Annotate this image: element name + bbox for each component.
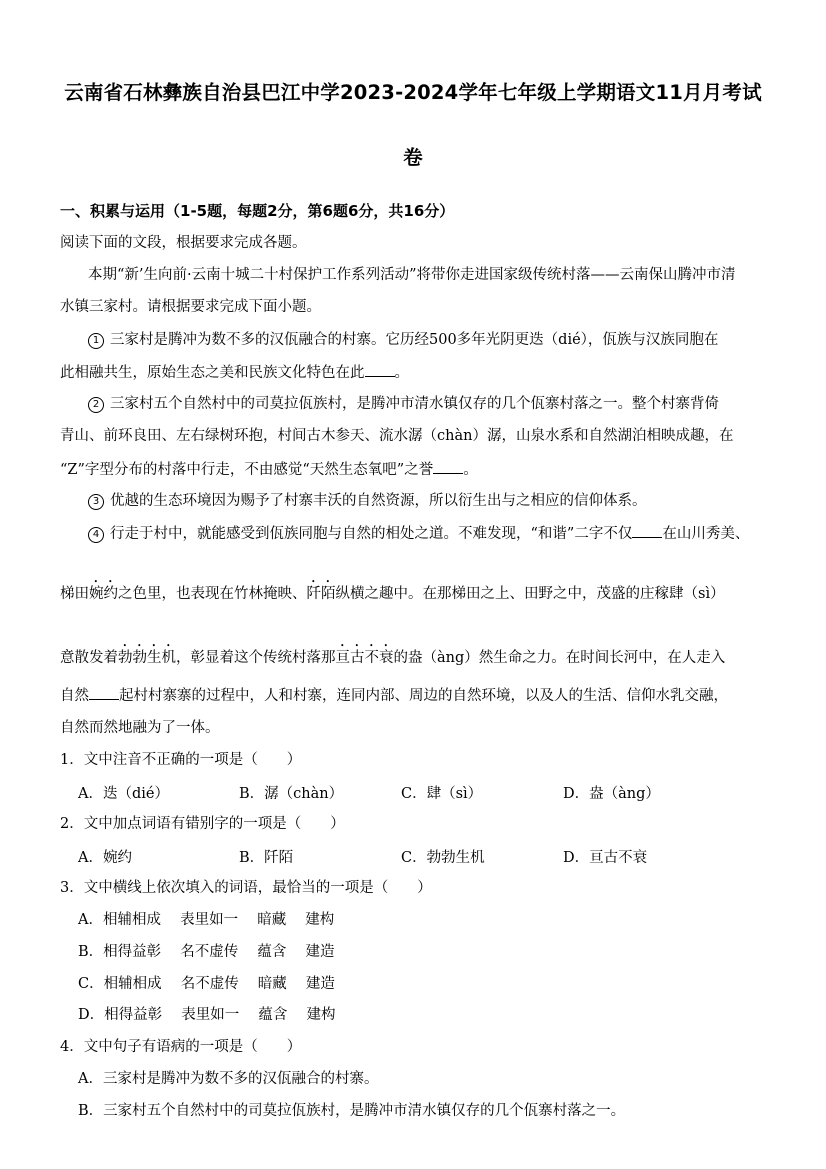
question-3-option-c[interactable]: C．相辅相成 名不虚传 暗藏 建造 — [78, 976, 335, 992]
question-1-option-a[interactable]: A．迭（dié） — [78, 786, 169, 802]
question-2-option-b[interactable]: B．阡陌 — [239, 850, 294, 866]
paragraph-text: 之色里，也表现在竹林掩映、 — [118, 586, 307, 602]
paragraph-text: 自然 — [60, 688, 89, 704]
paragraph-4-cont — [60, 685, 728, 706]
paragraph-text: 在山川秀美、 — [662, 526, 750, 542]
question-1-stem: 1．文中注音不正确的一项是（ ） — [60, 752, 302, 768]
dotted-word: 亘古不衰 — [335, 650, 394, 666]
circled-number: 2 — [88, 397, 104, 413]
paragraph-2 — [88, 394, 719, 414]
question-2-option-d[interactable]: D．亘古不衰 — [563, 850, 648, 866]
paragraph-text: “Z”字型分布的村落中行走，不由感觉“天然生态氧吧”之誉 — [60, 462, 434, 478]
fill-blank — [89, 685, 119, 700]
paragraph-text: 意散发着 — [60, 650, 118, 666]
paragraph-4-cont — [60, 578, 725, 604]
paragraph-2-cont: 青山、前环良田、左右绿树环抱，村间古木参天、流水潺（chàn）潺，山泉水系和自然湖泊相映成趣，在 — [60, 428, 734, 444]
question-3-stem: 3．文中横线上依次填入的词语，最恰当的一项是（ ） — [60, 880, 432, 896]
paragraph-text: 。 — [394, 365, 409, 381]
question-3-option-d[interactable]: D．相得益彰 表里如一 蕴含 建构 — [78, 1007, 336, 1023]
question-2-option-a[interactable]: A．婉约 — [78, 850, 132, 866]
question-2-option-c[interactable]: C．勃勃生机 — [401, 850, 485, 866]
circled-number: 4 — [88, 527, 104, 543]
question-1-option-d[interactable]: D．盎（àng） — [563, 786, 660, 802]
paragraph-3 — [88, 491, 647, 511]
paragraph-4-cont — [60, 642, 725, 668]
intro-paragraph-cont: 水镇三家村。请根据要求完成下面小题。 — [60, 299, 321, 315]
instruction-text: 阅读下面的文段，根据要求完成各题。 — [60, 235, 307, 251]
paragraph-text: 纵横之趣中。在那梯田之上、田野之中，茂盛的庄稼肆（sì） — [335, 586, 725, 602]
paragraph-text: 。 — [463, 462, 478, 478]
question-4-option-b[interactable]: B．三家村五个自然村中的司莫拉佤族村，是腾冲市清水镇仅存的几个佤寨村落之一。 — [78, 1103, 626, 1119]
circled-number: 3 — [88, 494, 104, 510]
paragraph-text: 优越的生态环境因为赐予了村寨丰沃的自然资源，所以衍生出与之相应的信仰体系。 — [110, 493, 647, 509]
intro-paragraph: 本期“新’生向前·云南十城二十村保护工作系列活动”将带你走进国家级传统村落——云南保山腾冲市清 — [88, 267, 736, 283]
paragraph-4-cont: 自然而然地融为了一体。 — [60, 720, 220, 736]
question-1-option-c[interactable]: C．肆（sì） — [401, 786, 483, 802]
document-title-continued: 卷 — [403, 146, 423, 169]
question-3-option-b[interactable]: B．相得益彰 名不虚传 蕴含 建造 — [78, 944, 335, 960]
paragraph-text: 此相融共生，原始生态之美和民族文化特色在此 — [60, 365, 365, 381]
question-1-option-b[interactable]: B．潺（chàn） — [239, 786, 344, 802]
paragraph-text: 行走于村中，就能感受到佤族同胞与自然的相处之道。不难发现，“和谐”二字不仅 — [110, 526, 633, 542]
dotted-word: 勃勃生机 — [118, 650, 176, 666]
paragraph-1-cont — [60, 362, 409, 383]
fill-blank — [632, 523, 662, 538]
question-4-option-a[interactable]: A．三家村是腾冲为数不多的汉佤融合的村寨。 — [78, 1071, 379, 1087]
section-heading: 一、积累与运用（1-5题，每题2分，第6题6分，共16分） — [60, 202, 455, 220]
question-2-stem: 2．文中加点词语有错别字的一项是（ ） — [60, 816, 345, 832]
paragraph-text: ，彰显着这个传统村落那 — [176, 650, 336, 666]
paragraph-text: 起村村寨寨的过程中，人和村寨，连同内部、周边的自然环境，以及人的生活、信仰水乳交融， — [119, 688, 728, 704]
question-4-stem: 4．文中句子有语病的一项是（ ） — [60, 1039, 302, 1055]
fill-blank — [365, 362, 395, 377]
paragraph-1 — [88, 330, 718, 350]
paragraph-text: 梯田 — [60, 586, 89, 602]
paragraph-2-cont — [60, 459, 478, 480]
dotted-word: 阡陌 — [306, 586, 336, 602]
paragraph-4 — [88, 523, 749, 544]
paragraph-text: 三家村五个自然村中的司莫拉佤族村，是腾冲市清水镇仅存的几个佤寨村落之一。整个村寨背倚 — [110, 396, 719, 412]
document-title: 云南省石林彝族自治县巴江中学2023-2024学年七年级上学期语文11月月考试 — [64, 81, 762, 104]
dotted-word: 婉约 — [89, 586, 118, 602]
question-3-option-a[interactable]: A．相辅相成 表里如一 暗藏 建构 — [78, 912, 335, 928]
circled-number: 1 — [88, 333, 104, 349]
paragraph-text: 三家村是腾冲为数不多的汉佤融合的村寨。它历经500多年光阴更迭（dié），佤族与汉族同胞在 — [110, 332, 719, 348]
paragraph-text: 的盎（àng）然生命之力。在时间长河中，在人走入 — [393, 650, 726, 666]
fill-blank — [433, 459, 463, 474]
